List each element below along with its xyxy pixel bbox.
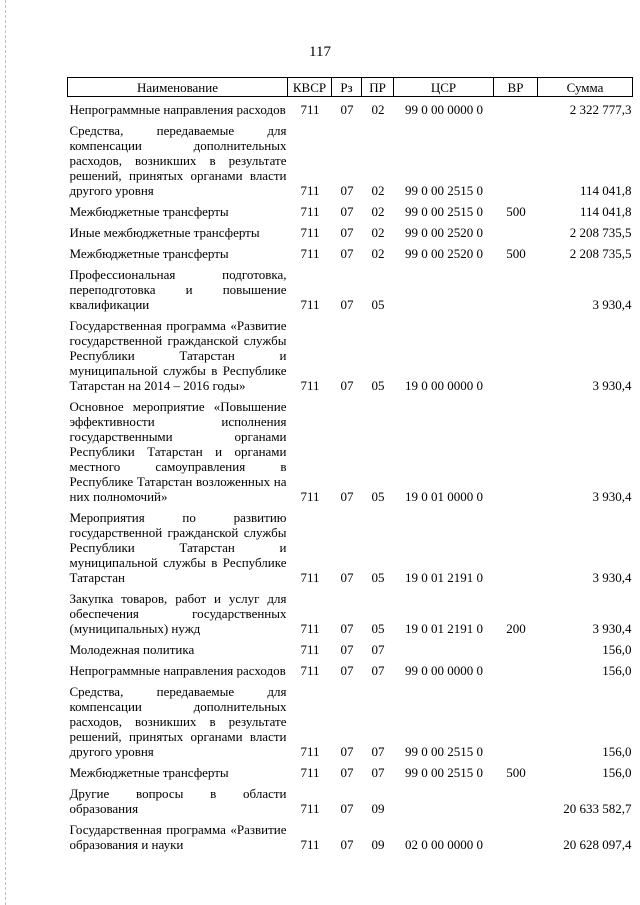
header-name: Наименование — [68, 78, 288, 97]
row-csr — [394, 262, 494, 313]
row-rz: 07 — [340, 663, 354, 678]
row-name: Молодежная политика — [69, 642, 195, 657]
row-csr: 02 0 00 0000 0 — [405, 837, 483, 852]
table-row — [68, 118, 633, 199]
row-pr: 02 — [371, 225, 385, 240]
row-vr: 200 — [506, 621, 526, 636]
row-csr: 99 0 00 0000 0 — [405, 663, 483, 678]
table-row — [68, 241, 633, 262]
table-row — [68, 658, 633, 679]
row-vr — [494, 118, 538, 199]
row-name: Непрограммные направления расходов — [69, 663, 286, 678]
row-pr: 05 — [371, 489, 385, 504]
row-vr — [494, 97, 538, 119]
row-vr — [494, 781, 538, 817]
row-kvsr: 711 — [300, 744, 320, 759]
table-row — [68, 760, 633, 781]
row-kvsr: 711 — [300, 621, 320, 636]
row-kvsr: 711 — [300, 765, 320, 780]
row-csr: 19 0 00 0000 0 — [405, 378, 483, 393]
row-pr: 09 — [371, 837, 385, 852]
row-csr: 99 0 00 2515 0 — [405, 183, 483, 198]
row-name: Государственная программа «Развитие образования и науки — [69, 822, 287, 852]
row-kvsr: 711 — [300, 642, 320, 657]
row-csr: 19 0 01 0000 0 — [405, 489, 483, 504]
row-pr: 09 — [371, 801, 385, 816]
row-kvsr: 711 — [300, 297, 320, 312]
table-row — [68, 220, 633, 241]
row-sum: 156,0 — [602, 642, 632, 657]
row-pr: 05 — [371, 378, 385, 393]
table-row — [68, 586, 633, 637]
header-rz: Рз — [332, 78, 362, 97]
header-kvsr: КВСР — [288, 78, 332, 97]
row-csr — [394, 637, 494, 658]
header-csr: ЦСР — [394, 78, 494, 97]
row-rz: 07 — [340, 570, 354, 585]
row-vr — [494, 313, 538, 394]
row-rz: 07 — [340, 225, 354, 240]
row-rz: 07 — [340, 837, 354, 852]
row-name: Государственная программа «Развитие государственной гражданской службы Республики Татарстан и муниципальной службы в Республике Татарстан на 2014 – 2016 годы» — [69, 318, 287, 393]
row-csr: 99 0 00 2520 0 — [405, 225, 483, 240]
row-vr — [494, 220, 538, 241]
row-sum: 3 930,4 — [592, 297, 632, 312]
row-rz: 07 — [340, 246, 354, 261]
row-rz: 07 — [340, 765, 354, 780]
row-kvsr: 711 — [300, 102, 320, 117]
table-row — [68, 505, 633, 586]
row-pr: 02 — [371, 183, 385, 198]
row-name: Межбюджетные трансферты — [69, 204, 229, 219]
row-name: Непрограммные направления расходов — [69, 102, 286, 117]
row-sum: 2 322 777,3 — [569, 102, 632, 117]
row-rz: 07 — [340, 183, 354, 198]
table-row — [68, 262, 633, 313]
row-kvsr: 711 — [300, 183, 320, 198]
header-pr: ПР — [362, 78, 394, 97]
table-row — [68, 817, 633, 853]
row-rz: 07 — [340, 378, 354, 393]
row-vr — [494, 817, 538, 853]
row-vr — [494, 679, 538, 760]
row-csr: 99 0 00 2515 0 — [405, 744, 483, 759]
row-name: Закупка товаров, работ и услуг для обеспечения государственных (муниципальных) нужд — [69, 591, 287, 636]
row-sum: 20 628 097,4 — [563, 837, 632, 852]
page-number: 117 — [309, 44, 331, 60]
row-kvsr: 711 — [300, 801, 320, 816]
row-kvsr: 711 — [300, 378, 320, 393]
table-row — [68, 313, 633, 394]
row-csr: 99 0 00 2515 0 — [405, 765, 483, 780]
row-name: Средства, передаваемые для компенсации дополнительных расходов, возникших в результате решений, принятых органами власти другого уровня — [69, 684, 287, 759]
header-sum: Сумма — [538, 78, 633, 97]
row-vr — [494, 262, 538, 313]
page-edge-line — [5, 0, 6, 905]
row-vr — [494, 505, 538, 586]
row-pr: 07 — [371, 642, 385, 657]
row-pr: 07 — [371, 744, 385, 759]
row-sum: 3 930,4 — [592, 489, 632, 504]
header-vr: ВР — [494, 78, 538, 97]
row-name: Средства, передаваемые для компенсации дополнительных расходов, возникших в результате решений, принятых органами власти другого уровня — [69, 123, 287, 198]
row-sum: 20 633 582,7 — [563, 801, 632, 816]
row-csr: 99 0 00 0000 0 — [405, 102, 483, 117]
row-kvsr: 711 — [300, 225, 320, 240]
row-kvsr: 711 — [300, 204, 320, 219]
row-name: Основное мероприятие «Повышение эффективности исполнения государственными органами Республики Татарстан и органами местного самоуправления в Республике Татарстан возложенных на них полномочий» — [69, 399, 287, 504]
table-row — [68, 97, 633, 119]
row-kvsr: 711 — [300, 663, 320, 678]
row-sum: 156,0 — [602, 744, 632, 759]
row-name: Мероприятия по развитию государственной гражданской службы Республики Татарстан и муниципальной службы в Республике Татарстан — [69, 510, 287, 585]
row-kvsr: 711 — [300, 489, 320, 504]
row-rz: 07 — [340, 621, 354, 636]
row-pr: 02 — [371, 246, 385, 261]
row-sum: 156,0 — [602, 663, 632, 678]
row-pr: 05 — [371, 621, 385, 636]
row-rz: 07 — [340, 489, 354, 504]
budget-table — [67, 77, 633, 853]
row-vr — [494, 637, 538, 658]
row-sum: 114 041,8 — [579, 183, 632, 198]
row-csr: 19 0 01 2191 0 — [405, 621, 483, 636]
table-row — [68, 679, 633, 760]
row-name: Иные межбюджетные трансферты — [69, 225, 260, 240]
row-sum: 2 208 735,5 — [569, 225, 632, 240]
row-vr: 500 — [506, 765, 526, 780]
row-rz: 07 — [340, 801, 354, 816]
row-sum: 156,0 — [602, 765, 632, 780]
table-row — [68, 637, 633, 658]
row-rz: 07 — [340, 102, 354, 117]
row-pr: 07 — [371, 765, 385, 780]
row-pr: 02 — [371, 102, 385, 117]
row-pr: 05 — [371, 297, 385, 312]
row-rz: 07 — [340, 204, 354, 219]
row-csr: 19 0 01 2191 0 — [405, 570, 483, 585]
row-name: Другие вопросы в области образования — [69, 786, 287, 816]
row-csr — [394, 781, 494, 817]
table-row — [68, 781, 633, 817]
row-vr — [494, 394, 538, 505]
row-rz: 07 — [340, 297, 354, 312]
row-kvsr: 711 — [300, 837, 320, 852]
row-name: Межбюджетные трансферты — [69, 246, 229, 261]
row-kvsr: 711 — [300, 570, 320, 585]
row-sum: 3 930,4 — [592, 378, 632, 393]
table-row — [68, 199, 633, 220]
row-name: Межбюджетные трансферты — [69, 765, 229, 780]
row-csr: 99 0 00 2515 0 — [405, 204, 483, 219]
row-rz: 07 — [340, 642, 354, 657]
table-header-row — [68, 78, 633, 97]
row-csr: 99 0 00 2520 0 — [405, 246, 483, 261]
row-pr: 02 — [371, 204, 385, 219]
row-sum: 114 041,8 — [579, 204, 632, 219]
row-pr: 05 — [371, 570, 385, 585]
row-sum: 3 930,4 — [592, 570, 632, 585]
row-sum: 3 930,4 — [592, 621, 632, 636]
row-sum: 2 208 735,5 — [569, 246, 632, 261]
row-vr: 500 — [506, 246, 526, 261]
row-vr — [494, 658, 538, 679]
row-pr: 07 — [371, 663, 385, 678]
row-rz: 07 — [340, 744, 354, 759]
table-row — [68, 394, 633, 505]
row-vr: 500 — [506, 204, 526, 219]
row-name: Профессиональная подготовка, переподготовка и повышение квалификации — [69, 267, 287, 312]
row-kvsr: 711 — [300, 246, 320, 261]
